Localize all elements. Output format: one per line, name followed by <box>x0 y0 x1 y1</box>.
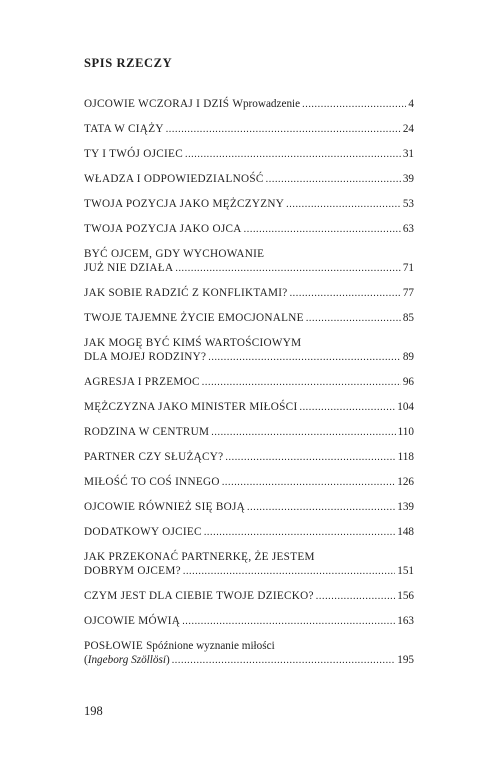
dot-leader <box>306 311 401 325</box>
toc-entry-page: 118 <box>397 451 414 463</box>
toc-entry-page: 53 <box>402 198 414 210</box>
toc-entry-title <box>84 500 245 514</box>
dot-leader <box>211 425 395 439</box>
toc-entry-title-line: JAK MOGĘ BYĆ KIMŚ WARTOŚCIOWYM <box>84 337 302 349</box>
toc-entry[interactable] <box>84 172 414 186</box>
toc-entry-page: 156 <box>397 590 414 602</box>
toc-entry-text-part: TWOJA POZYCJA JAKO OJCA <box>84 223 242 235</box>
toc-entry-page: 71 <box>402 262 414 274</box>
toc-entry-line <box>84 286 414 300</box>
dot-leader <box>172 653 396 667</box>
toc-entry-title <box>84 653 170 667</box>
toc-entry[interactable] <box>84 375 414 389</box>
dot-leader <box>222 475 395 489</box>
toc-entry-line <box>84 589 414 603</box>
toc-entry-line <box>84 197 414 211</box>
toc-entry-line <box>84 261 414 275</box>
toc-entry-text-part: TY I TWÓJ OJCIEC <box>84 148 183 160</box>
toc-entry-page: 151 <box>397 565 414 577</box>
toc-entry-title-line: BYĆ OJCEM, GDY WYCHOWANIE <box>84 248 265 260</box>
toc-entry[interactable] <box>84 450 414 464</box>
toc-entry-text-part: MĘŻCZYZNA JAKO MINISTER MIŁOŚCI <box>84 401 298 413</box>
toc-entry-line <box>84 350 414 364</box>
toc-entry-line <box>84 475 414 489</box>
toc-entry[interactable] <box>84 425 414 439</box>
toc-entry[interactable] <box>84 247 414 275</box>
toc-entry-text-part: DLA MOJEJ RODZINY? <box>84 351 207 363</box>
toc-entry[interactable] <box>84 286 414 300</box>
dot-leader <box>247 500 395 514</box>
toc-entry-page: 148 <box>397 526 414 538</box>
toc-entry-text-part: CZYM JEST DLA CIEBIE TWOJE DZIECKO? <box>84 590 314 602</box>
toc-entry-title <box>84 286 288 300</box>
toc-entry[interactable] <box>84 222 414 236</box>
toc-entry-title <box>84 475 220 489</box>
toc-entry-line <box>84 97 414 111</box>
toc-entry-text-part: AGRESJA I PRZEMOC <box>84 376 200 388</box>
toc-entry-page: 89 <box>402 351 414 363</box>
table-of-contents <box>84 97 414 667</box>
toc-entry-text-part: ( <box>84 654 88 666</box>
dot-leader <box>202 375 401 389</box>
toc-entry-title <box>84 97 300 111</box>
toc-entry-line <box>84 525 414 539</box>
toc-entry-page: 195 <box>397 654 414 666</box>
dot-leader <box>204 525 395 539</box>
toc-entry-page: 85 <box>402 312 414 324</box>
toc-entry-text-part: WŁADZA I ODPOWIEDZIALNOŚĆ <box>84 173 264 185</box>
toc-entry-title <box>84 222 242 236</box>
toc-entry-title <box>84 375 200 389</box>
toc-entry-page: 63 <box>402 223 414 235</box>
toc-entry[interactable] <box>84 589 414 603</box>
toc-entry[interactable] <box>84 97 414 111</box>
dot-leader <box>225 450 395 464</box>
toc-entry-line <box>84 400 414 414</box>
toc-entry[interactable] <box>84 614 414 628</box>
toc-entry-line <box>84 614 414 628</box>
toc-entry-text-part: Wprowadzenie <box>232 98 301 110</box>
toc-entry-text-part: TATA W CIĄŻY <box>84 123 164 135</box>
toc-entry-text-part: DOBRYM OJCEM? <box>84 565 181 577</box>
toc-entry-text-part: JAK SOBIE RADZIĆ Z KONFLIKTAMI? <box>84 287 288 299</box>
toc-entry-page: 96 <box>402 376 414 388</box>
toc-entry-title <box>84 400 297 414</box>
toc-entry-text-part: MIŁOŚĆ TO COŚ INNEGO <box>84 476 220 488</box>
toc-entry-text-part: OJCOWIE WCZORAJ I DZIŚ <box>84 98 233 110</box>
toc-entry-page: 24 <box>402 123 414 135</box>
toc-entry[interactable] <box>84 197 414 211</box>
toc-entry[interactable] <box>84 525 414 539</box>
toc-entry-line <box>84 122 414 136</box>
toc-entry-title <box>84 172 264 186</box>
toc-entry-text-part: TWOJA POZYCJA JAKO MĘŻCZYZNY <box>84 198 285 210</box>
toc-entry-page: 31 <box>402 148 414 160</box>
toc-entry-page: 77 <box>402 287 414 299</box>
toc-entry-title <box>84 122 164 136</box>
toc-entry[interactable] <box>84 639 414 667</box>
dot-leader <box>166 122 401 136</box>
dot-leader <box>185 147 401 161</box>
toc-entry-page: 104 <box>397 401 414 413</box>
dot-leader <box>244 222 401 236</box>
toc-entry-title <box>84 147 183 161</box>
toc-entry-text-part: PARTNER CZY SŁUŻĄCY? <box>84 451 224 463</box>
toc-entry-page: 163 <box>397 615 414 627</box>
toc-entry-page: 110 <box>397 426 414 438</box>
toc-entry-page: 139 <box>397 501 414 513</box>
dot-leader <box>316 589 395 603</box>
toc-entry-title <box>84 614 180 628</box>
toc-entry-title-line <box>84 639 414 653</box>
toc-entry-text-part: JUŻ NIE DZIAŁA <box>84 262 174 274</box>
toc-entry-text-part: Spóźnione wyznanie miłości <box>146 640 275 652</box>
dot-leader <box>266 172 401 186</box>
toc-entry-line <box>84 450 414 464</box>
toc-entry-text-part: OJCOWIE RÓWNIEŻ SIĘ BOJĄ <box>84 501 246 513</box>
toc-entry-page: 39 <box>402 173 414 185</box>
toc-entry[interactable] <box>84 336 414 364</box>
toc-entry-page: 4 <box>408 98 414 110</box>
toc-entry-text-part: DODATKOWY OJCIEC <box>84 526 202 538</box>
toc-entry-line <box>84 653 414 667</box>
toc-entry-line <box>84 564 414 578</box>
toc-entry-text-part: POSŁOWIE <box>84 640 147 652</box>
toc-heading: SPIS RZECZY <box>84 56 173 70</box>
toc-entry-text-part: RODZINA W CENTRUM <box>84 426 210 438</box>
toc-entry-title <box>84 197 284 211</box>
toc-entry-title <box>84 589 314 603</box>
toc-entry[interactable] <box>84 147 414 161</box>
toc-entry-text-part: ) <box>165 654 170 666</box>
toc-entry[interactable] <box>84 550 414 578</box>
toc-entry-title-line: JAK PRZEKONAĆ PARTNERKĘ, ŻE JESTEM <box>84 551 315 563</box>
toc-entry-title <box>84 564 181 578</box>
dot-leader <box>175 261 400 275</box>
toc-entry-line <box>84 375 414 389</box>
toc-entry-title <box>84 525 202 539</box>
dot-leader <box>286 197 401 211</box>
dot-leader <box>302 97 406 111</box>
dot-leader <box>208 350 401 364</box>
toc-entry-text-part: Ingeborg Szöllösi <box>87 654 166 666</box>
toc-entry-line <box>84 311 414 325</box>
toc-entry-title <box>84 350 206 364</box>
dot-leader <box>290 286 401 300</box>
toc-entry-text-part: TWOJE TAJEMNE ŻYCIE EMOCJONALNE <box>84 312 304 324</box>
toc-entry[interactable] <box>84 400 414 414</box>
toc-entry[interactable] <box>84 500 414 514</box>
page-number: 198 <box>84 704 103 718</box>
toc-entry-title <box>84 450 223 464</box>
toc-entry-text-part: OJCOWIE MÓWIĄ <box>84 615 181 627</box>
dot-leader <box>183 564 395 578</box>
toc-entry[interactable] <box>84 311 414 325</box>
toc-entry-title <box>84 311 304 325</box>
toc-entry-line <box>84 222 414 236</box>
dot-leader <box>299 400 395 414</box>
toc-entry[interactable] <box>84 475 414 489</box>
toc-entry-line <box>84 147 414 161</box>
dot-leader <box>182 614 395 628</box>
toc-entry-line <box>84 172 414 186</box>
toc-entry[interactable] <box>84 122 414 136</box>
toc-entry-line <box>84 425 414 439</box>
toc-entry-page: 126 <box>397 476 414 488</box>
toc-entry-title <box>84 261 173 275</box>
toc-entry-line <box>84 500 414 514</box>
toc-entry-title <box>84 425 209 439</box>
